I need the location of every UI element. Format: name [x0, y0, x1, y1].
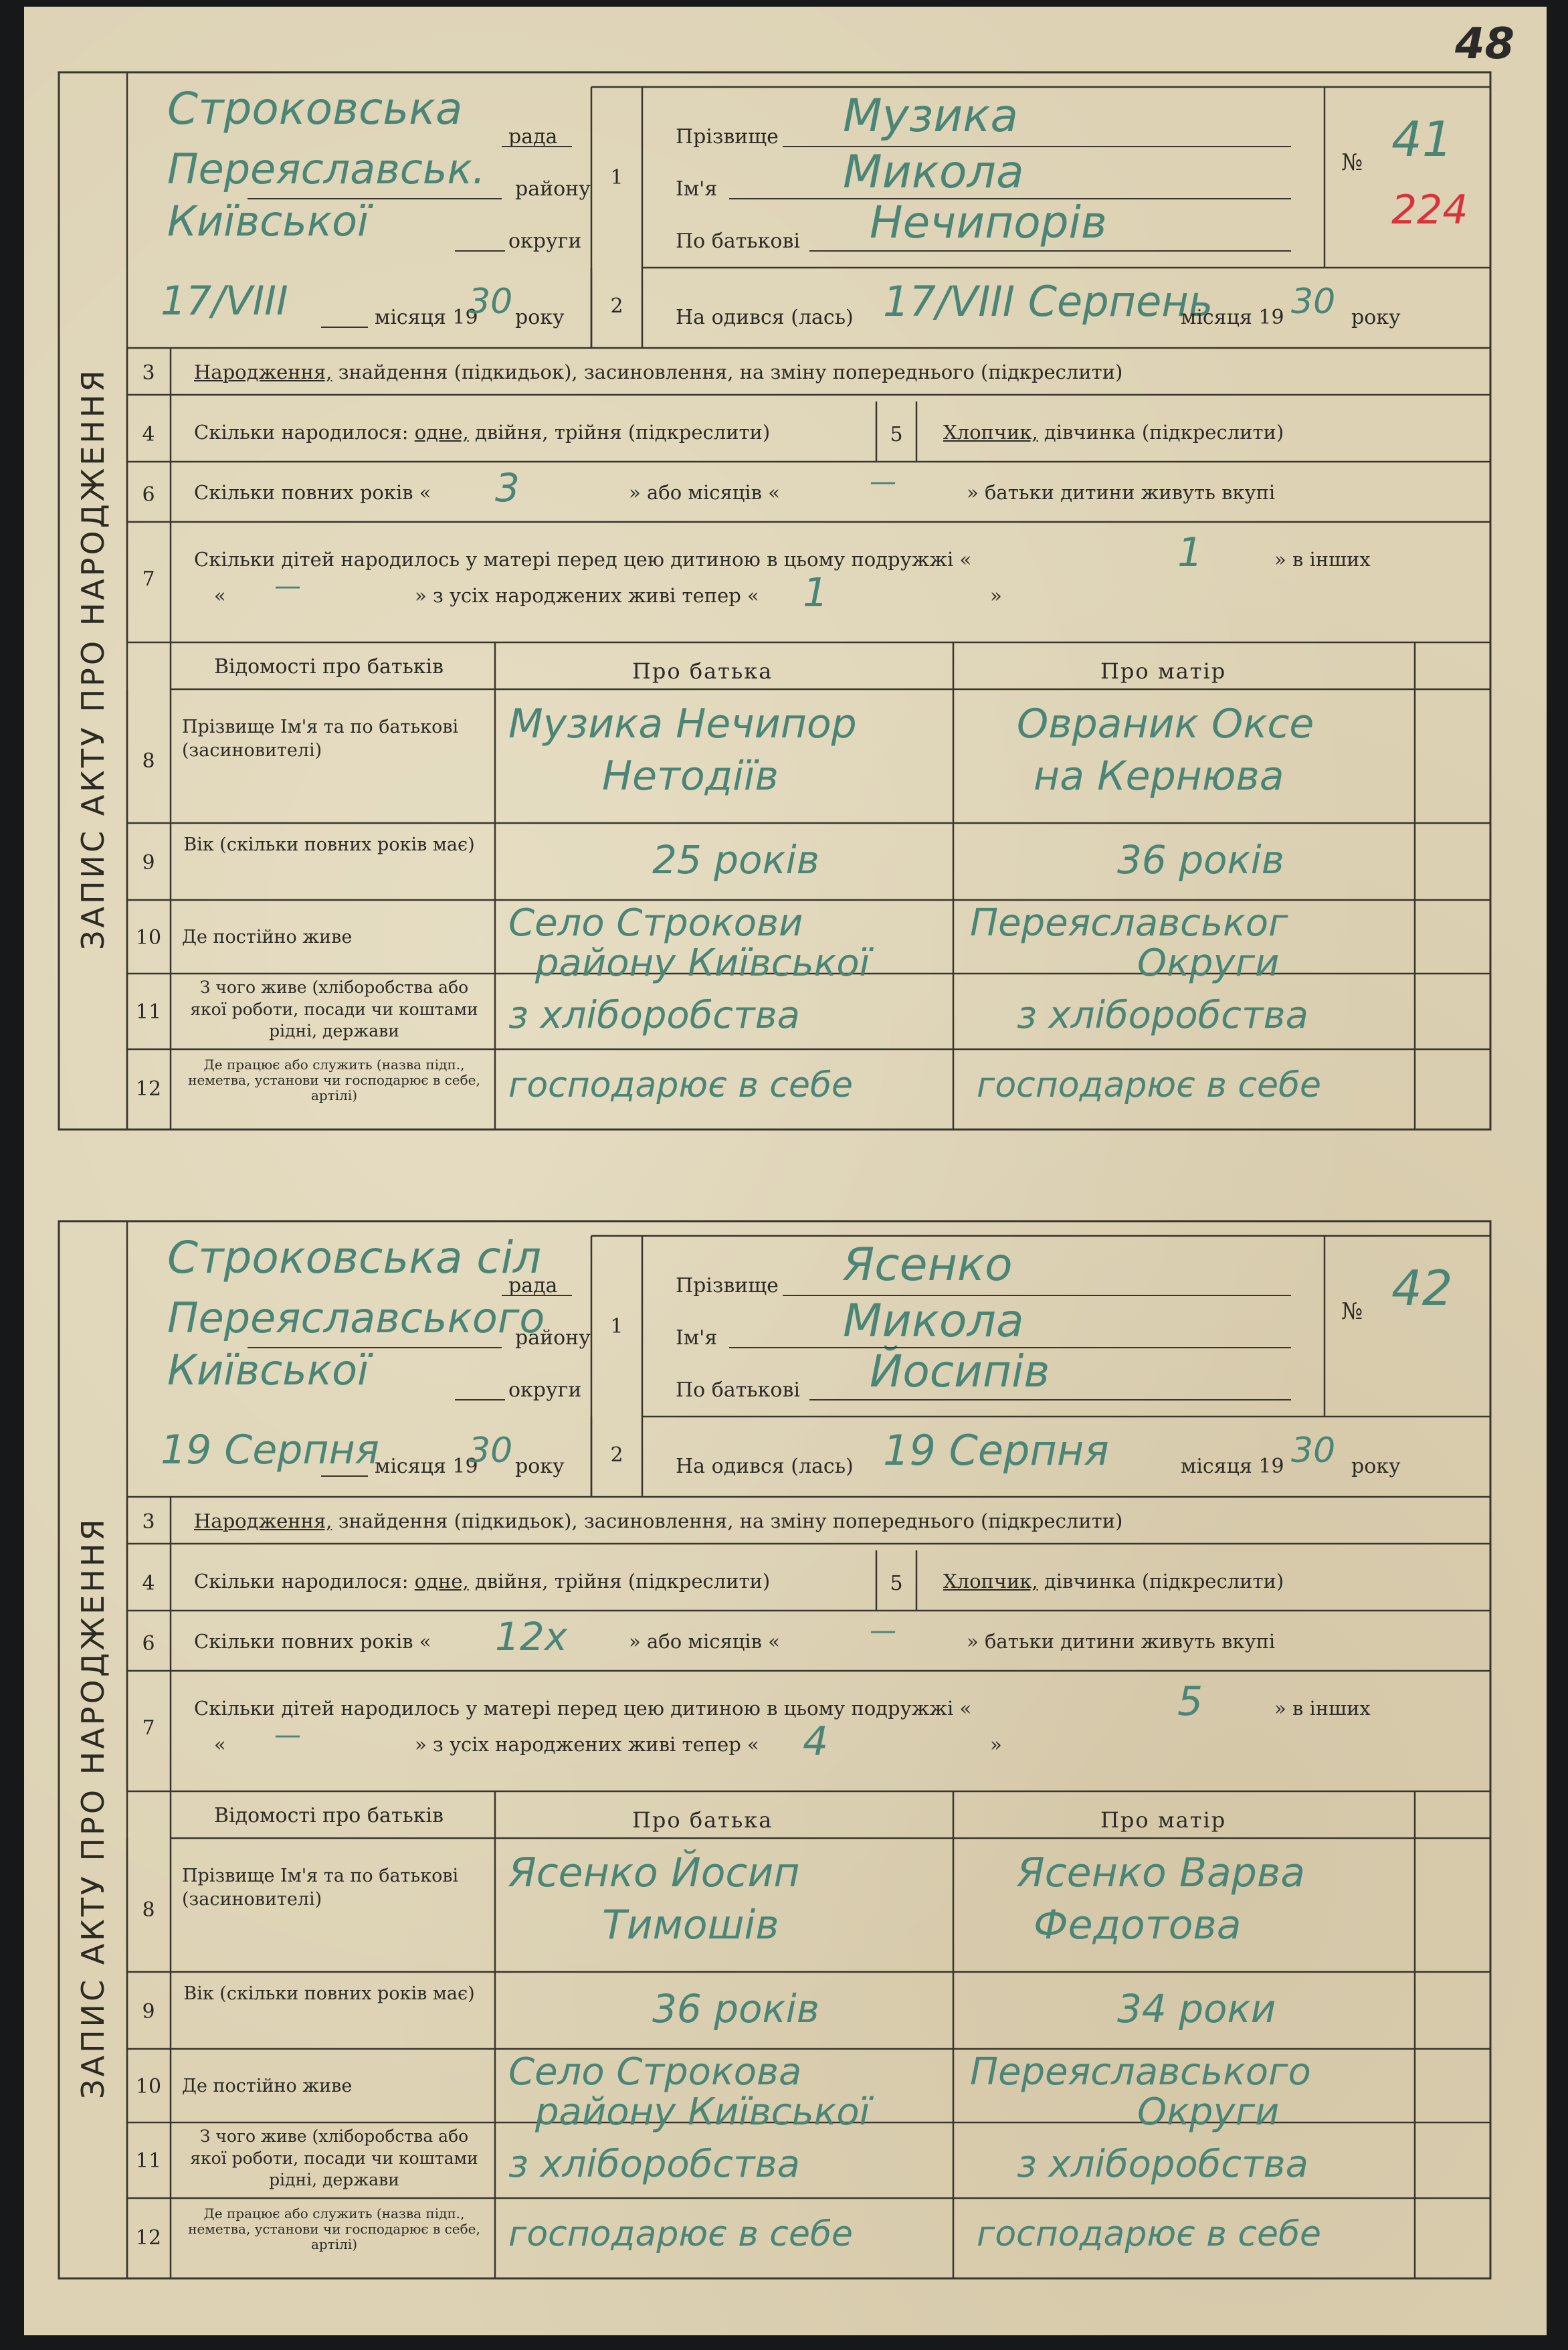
residence-father: Село Строкова: [508, 2050, 802, 2094]
fill-line: [729, 198, 1291, 199]
residence-mother-2: Округи: [1137, 2090, 1280, 2134]
work-father: господарює в себе: [508, 2214, 854, 2254]
row8-label: Прізвище Ім'я та по батькові (засиновителі): [182, 717, 459, 761]
q6-b: » або місяців «: [629, 481, 780, 504]
fill-line: [321, 1475, 368, 1477]
row-number-3: 3: [142, 361, 155, 385]
q7-e: »: [990, 584, 1002, 607]
row-number-1: 1: [610, 166, 623, 189]
row10-label: Де постійно живе: [182, 2076, 353, 2096]
patronymic-label: По батькові: [676, 230, 800, 253]
q5-a: Хлопчик,: [943, 421, 1038, 444]
month-label: місяця 19: [375, 1455, 478, 1478]
parents-header: Відомості про батьків: [214, 655, 444, 679]
mother-age: 34 роки: [1117, 1986, 1276, 2031]
row-number-12: 12: [135, 2226, 162, 2250]
fill-line: [809, 250, 1291, 252]
mother-name-1: Овраник Оксе: [1017, 701, 1314, 747]
q4-b: одне,: [414, 1570, 469, 1593]
row-number-8: 8: [142, 1898, 155, 1922]
q7-c: «: [214, 1733, 226, 1756]
q3-underlined: Народження,: [194, 361, 332, 383]
q6-a: Скільки повних років «: [194, 481, 431, 504]
fill-line: [502, 1295, 572, 1296]
children-other: —: [274, 1720, 301, 1750]
q7-d: » з усіх народжених живі тепер «: [415, 584, 759, 607]
name-value: Микола: [843, 146, 1024, 199]
row-number-9: 9: [142, 2000, 155, 2023]
row-number-10: 10: [135, 926, 162, 950]
living-mother: з хліборобства: [1017, 994, 1308, 1037]
q5-b: дівчинка (підкреслити): [1044, 1570, 1284, 1593]
fill-line: [321, 327, 368, 328]
q7-a: Скільки дітей народилось у матері перед цею дитиною в цьому подружжі «: [194, 1697, 972, 1720]
birth-date: 19 Серпня: [883, 1426, 1109, 1475]
father-name-1: Музика Нечипор: [508, 701, 857, 747]
side-title: ЗАПИС АКТУ ПРО НАРОДЖЕННЯ: [75, 1516, 111, 2099]
row-number-4: 4: [142, 1572, 155, 1595]
q7-c: «: [214, 584, 226, 607]
living-father: з хліборобства: [508, 994, 800, 1037]
rayon-value: Переяславського: [167, 1293, 545, 1342]
row-number-11: 11: [135, 2149, 162, 2173]
name-value: Микола: [843, 1295, 1024, 1348]
record-number: 42: [1391, 1260, 1453, 1316]
parents-header: Відомості про батьків: [214, 1804, 444, 1827]
mother-name-1: Ясенко Варва: [1017, 1849, 1305, 1896]
patronymic-value: Нечипорів: [870, 197, 1107, 248]
q5-b: дівчинка (підкреслити): [1044, 421, 1284, 444]
children-alive: 1: [803, 569, 829, 616]
year-label: року: [515, 306, 565, 329]
row-number-5: 5: [890, 423, 903, 446]
q4-a: Скільки народилося:: [194, 421, 409, 444]
row11-label: З чого живе (хліборобства або якої роботи, посади чи коштами рідні, держави: [190, 978, 478, 1041]
question-3: [194, 363, 1122, 382]
row-number-3: 3: [142, 1510, 155, 1534]
months-together: —: [870, 466, 896, 497]
registration-year: 30: [468, 282, 513, 322]
residence-mother: Переяславського: [970, 2050, 1311, 2094]
number-label: №: [1341, 1298, 1363, 1325]
work-mother: господарює в себе: [977, 2214, 1322, 2254]
row-number-9: 9: [142, 851, 155, 875]
record-number: 41: [1391, 111, 1453, 167]
row12-label: Де працює або служить (назва підп., неметва, установи чи господарює в себе, артілі): [188, 2205, 480, 2252]
row-number-11: 11: [135, 1000, 162, 1024]
q7-d: » з усіх народжених живі тепер «: [415, 1733, 759, 1756]
living-mother: з хліборобства: [1017, 2143, 1308, 2186]
surname-label: Прізвище: [676, 125, 779, 149]
birth-year-label: року: [1351, 1455, 1401, 1478]
question-5: [943, 423, 1284, 442]
okruha-label: округи: [508, 1378, 582, 1402]
row-number-7: 7: [142, 1716, 155, 1740]
q6-b: » або місяців «: [629, 1630, 780, 1653]
rayon-label: району: [515, 177, 591, 201]
record-number-red: 224: [1391, 187, 1468, 234]
row11-label: З чого живе (хліборобства або якої роботи, посади чи коштами рідні, держави: [190, 2127, 478, 2189]
fill-line: [783, 1295, 1291, 1296]
q4-c: двійня, трійня (підкреслити): [474, 1570, 771, 1593]
father-name-1: Ясенко Йосип: [508, 1849, 800, 1896]
mother-name-2: на Кернюва: [1034, 753, 1284, 800]
birth-year: 30: [1291, 1431, 1336, 1471]
fill-line: [248, 198, 502, 199]
father-name-2: Тимошів: [602, 1902, 779, 1949]
question-4: [194, 1572, 770, 1591]
side-title: ЗАПИС АКТУ ПРО НАРОДЖЕННЯ: [75, 367, 111, 950]
residence-father-2: району Київської: [535, 2090, 870, 2134]
children-before: 5: [1177, 1678, 1203, 1725]
okruha-value: Київської: [167, 1346, 369, 1394]
work-father: господарює в себе: [508, 1065, 854, 1105]
mother-header: Про матір: [1100, 1807, 1227, 1833]
fill-line: [809, 1399, 1291, 1400]
father-header: Про батька: [632, 1807, 773, 1833]
row12-label: Де працює або служить (назва підп., неметва, установи чи господарює в себе, артілі): [188, 1057, 480, 1103]
q4-a: Скільки народилося:: [194, 1570, 409, 1593]
rada-value: Строковська: [167, 83, 463, 134]
name-label: Ім'я: [676, 177, 718, 201]
number-label: №: [1341, 149, 1363, 176]
row8-label: Прізвище Ім'я та по батькові (засиновителі): [182, 1866, 459, 1910]
fill-line: [502, 146, 572, 147]
row-number-6: 6: [142, 1632, 155, 1655]
row9-label: Вік (скільки повних років має): [183, 1983, 475, 2004]
row-number-2: 2: [610, 294, 623, 318]
rayon-label: району: [515, 1326, 591, 1350]
okruha-label: округи: [508, 230, 582, 253]
row-number-10: 10: [135, 2075, 162, 2098]
q3-rest: знайдення (підкидьок), засиновлення, на зміну попереднього (підкреслити): [338, 1510, 1123, 1532]
q7-b: » в інших: [1274, 1697, 1371, 1720]
registration-year: 30: [468, 1431, 513, 1471]
page-number: 48: [1455, 19, 1515, 69]
surname-label: Прізвище: [676, 1274, 779, 1297]
rada-value: Строковська сіл: [167, 1232, 542, 1283]
patronymic-value: Йосипів: [870, 1346, 1050, 1397]
fill-line: [729, 1347, 1291, 1348]
row-number-7: 7: [142, 567, 155, 591]
residence-mother: Переяславськог: [970, 901, 1288, 945]
surname-value: Музика: [843, 90, 1019, 143]
residence-mother-2: Округи: [1137, 941, 1280, 985]
birth-year: 30: [1291, 282, 1336, 322]
father-name-2: Нетодіїв: [602, 753, 779, 800]
children-alive: 4: [803, 1718, 829, 1765]
mother-name-2: Федотова: [1034, 1902, 1242, 1949]
row-number-12: 12: [135, 1077, 162, 1101]
children-before: 1: [1177, 529, 1203, 576]
residence-father: Село Строкови: [508, 901, 803, 945]
registration-date: 19 Серпня: [161, 1427, 379, 1473]
row9-label: Вік (скільки повних років має): [183, 834, 475, 855]
birth-month-label: місяця 19: [1181, 306, 1284, 329]
row-number-2: 2: [610, 1443, 623, 1467]
row-number-8: 8: [142, 749, 155, 773]
birth-month-label: місяця 19: [1181, 1455, 1284, 1478]
father-age: 25 років: [652, 837, 819, 883]
father-header: Про батька: [632, 658, 773, 684]
fill-line: [455, 250, 505, 252]
q6-c: » батьки дитини живуть вкупі: [967, 1630, 1276, 1653]
rada-label: рада: [508, 1274, 558, 1297]
mother-age: 36 років: [1117, 837, 1284, 883]
q4-c: двійня, трійня (підкреслити): [474, 421, 771, 444]
question-3: [194, 1512, 1122, 1531]
row-number-6: 6: [142, 483, 155, 507]
rada-label: рада: [508, 125, 558, 149]
q6-a: Скільки повних років «: [194, 1630, 431, 1653]
father-age: 36 років: [652, 1986, 819, 2031]
okruha-value: Київської: [167, 197, 369, 246]
fill-line: [783, 146, 1291, 147]
work-mother: господарює в себе: [977, 1065, 1322, 1105]
name-label: Ім'я: [676, 1326, 718, 1350]
living-father: з хліборобства: [508, 2143, 800, 2186]
fill-line: [455, 1399, 505, 1400]
fill-line: [248, 1347, 502, 1348]
q5-a: Хлопчик,: [943, 1570, 1038, 1593]
q7-b: » в інших: [1274, 548, 1371, 571]
q4-b: одне,: [414, 421, 469, 444]
registration-date: 17/VIII: [161, 278, 288, 325]
year-label: року: [515, 1455, 565, 1478]
question-4: [194, 423, 770, 442]
q7-e: »: [990, 1733, 1002, 1756]
surname-value: Ясенко: [843, 1239, 1013, 1291]
residence-father-2: району Київської: [535, 941, 870, 985]
month-label: місяця 19: [375, 306, 478, 329]
years-together: 3: [495, 465, 520, 511]
q3-underlined: Народження,: [194, 1510, 332, 1532]
rayon-value: Переяславськ.: [167, 145, 486, 193]
q7-a: Скільки дітей народилось у матері перед цею дитиною в цьому подружжі «: [194, 548, 972, 571]
row10-label: Де постійно живе: [182, 927, 353, 947]
birth-date: 17/VIII Серпень: [883, 277, 1213, 326]
months-together: —: [870, 1615, 896, 1646]
row-number-4: 4: [142, 423, 155, 446]
question-5: [943, 1572, 1284, 1591]
years-together: 12х: [495, 1614, 568, 1659]
row-number-1: 1: [610, 1315, 623, 1338]
birth-year-label: року: [1351, 306, 1401, 329]
patronymic-label: По батькові: [676, 1378, 800, 1402]
born-label: На одився (лась): [676, 1455, 854, 1478]
q3-rest: знайдення (підкидьок), засиновлення, на зміну попереднього (підкреслити): [338, 361, 1123, 383]
children-other: —: [274, 571, 301, 602]
mother-header: Про матір: [1100, 658, 1227, 684]
row-number-5: 5: [890, 1572, 903, 1595]
q6-c: » батьки дитини живуть вкупі: [967, 481, 1276, 504]
born-label: На одився (лась): [676, 306, 854, 329]
